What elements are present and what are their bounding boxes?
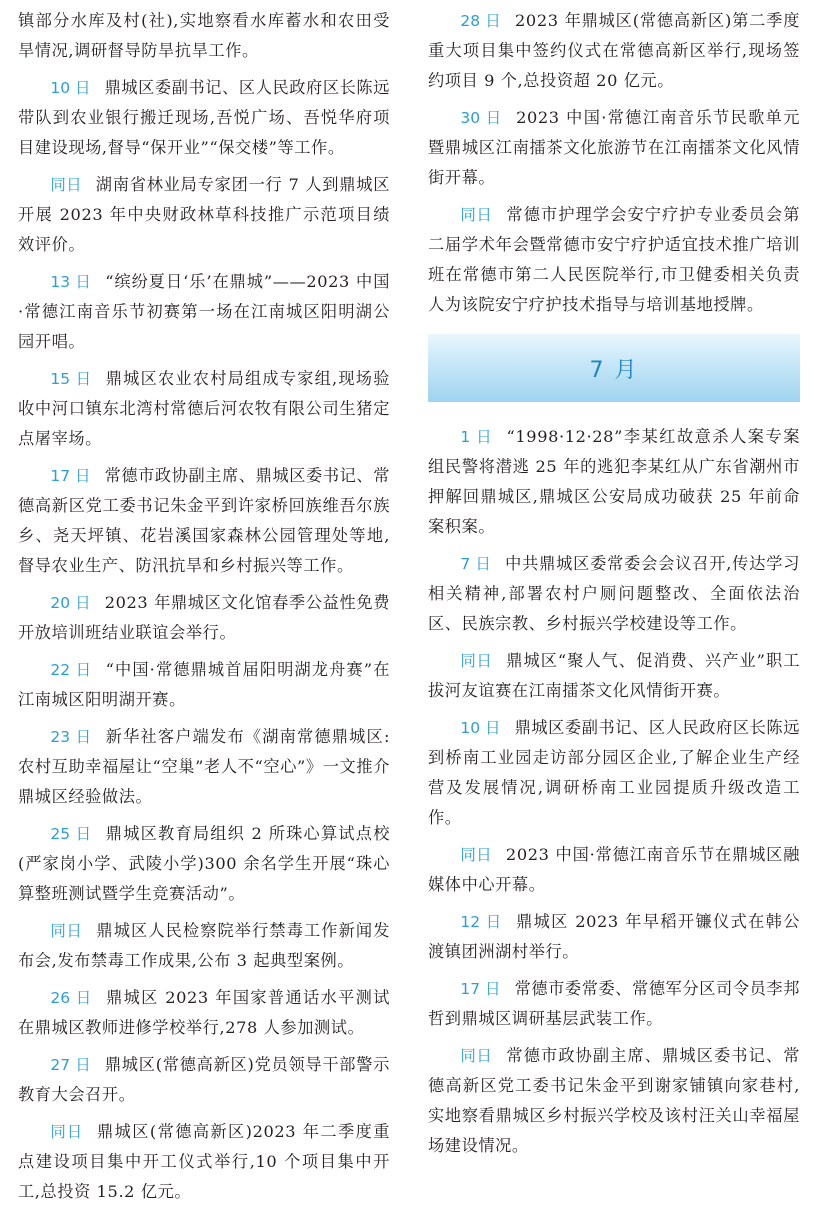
chronicle-entry <box>18 461 390 581</box>
entry-text: 镇部分水库及村(社),实地察看水库蓄水和农田受旱情况,调研督导防旱抗旱工作。 <box>18 11 390 60</box>
entry-date: 17 日 <box>460 980 501 998</box>
chronicle-entry <box>18 819 390 909</box>
entry-text: 2023 年鼎城区文化馆春季公益性免费开放培训班结业联谊会举行。 <box>18 593 390 642</box>
entry-date: 同日 <box>50 176 82 194</box>
entry-text: 新华社客户端发布《湖南常德鼎城区:农村互助幸福屋让“空巢”老人不“空心”》一文推介鼎城区经验做法。 <box>18 727 390 806</box>
chronicle-entry <box>428 200 800 320</box>
chronicle-entry <box>18 73 390 163</box>
entry-date: 28 日 <box>460 12 502 30</box>
june-entries-continued <box>428 6 800 320</box>
entry-date: 27 日 <box>50 1056 91 1074</box>
entry-text: 2023 中国·常德江南音乐节在鼎城区融媒体中心开幕。 <box>428 845 800 894</box>
entry-text: 2023 年鼎城区(常德高新区)第二季度重大项目集中签约仪式在常德高新区举行,现场签约项目 9 个,总投资超 20 亿元。 <box>428 11 800 90</box>
chronicle-entry <box>428 6 800 96</box>
entry-text: “缤纷夏日‘乐’在鼎城”——2023 中国·常德江南音乐节初赛第一场在江南城区阳明湖公园开唱。 <box>18 272 390 351</box>
entry-date: 同日 <box>460 846 492 864</box>
entry-text: 鼎城区 2023 年早稻开镰仪式在韩公渡镇团洲湖村举行。 <box>428 912 800 961</box>
chronicle-entry <box>18 364 390 454</box>
month-banner <box>428 334 800 402</box>
entry-text: 鼎城区 2023 年国家普通话水平测试在鼎城区教师进修学校举行,278 人参加测试。 <box>18 988 390 1037</box>
entry-text: “中国·常德鼎城首届阳明湖龙舟赛”在江南城区阳明湖开赛。 <box>18 660 390 709</box>
chronicle-entry <box>18 6 390 66</box>
chronicle-entry <box>18 267 390 357</box>
chronicle-entry <box>18 983 390 1043</box>
chronicle-entry <box>18 588 390 648</box>
entry-date: 同日 <box>460 652 493 670</box>
chronicle-entry <box>428 840 800 900</box>
entry-date: 同日 <box>460 206 493 224</box>
entry-date: 10 日 <box>50 79 91 97</box>
entry-text: 2023 中国·常德江南音乐节民歌单元暨鼎城区江南擂茶文化旅游节在江南擂茶文化风情街开幕。 <box>428 108 800 187</box>
left-column <box>18 6 390 1214</box>
entry-text: 鼎城区人民检察院举行禁毒工作新闻发布会,发布禁毒工作成果,公布 3 起典型案例。 <box>18 921 390 970</box>
entry-text: 常德市政协副主席、鼎城区委书记、常德高新区党工委书记朱金平到谢家铺镇向家巷村,实地察看鼎城区乡村振兴学校及该村汪关山幸福屋场建设情况。 <box>428 1046 800 1155</box>
entry-text: 湖南省林业局专家团一行 7 人到鼎城区开展 2023 年中央财政林草科技推广示范项目绩效评价。 <box>18 175 390 254</box>
chronicle-entry <box>428 549 800 639</box>
entry-date: 26 日 <box>50 989 93 1007</box>
chronicle-entry <box>18 170 390 260</box>
entry-date: 10 日 <box>460 719 501 737</box>
entry-date: 1 日 <box>460 428 493 446</box>
entry-text: “1998·12·28”李某红故意杀人案专案组民警将潜逃 25 年的逃犯李某红从广东省潮州市押解回鼎城区,鼎城区公安局成功破获 25 年前命案积案。 <box>428 427 800 536</box>
entry-date: 23 日 <box>50 728 92 746</box>
entry-text: 常德市委常委、常德军分区司令员李邦哲到鼎城区调研基层武装工作。 <box>428 979 801 1028</box>
entry-text: 鼎城区委副书记、区人民政府区长陈远带队到农业银行搬迁现场,吾悦广场、吾悦华府项目建设现场,督导“保开业”“保交楼”等工作。 <box>18 78 391 157</box>
chronicle-entry <box>18 1050 390 1110</box>
entry-date: 22 日 <box>50 661 92 679</box>
entry-date: 25 日 <box>50 825 92 843</box>
entry-date: 7 日 <box>460 555 492 573</box>
entry-date: 20 日 <box>50 594 91 612</box>
entry-text: 鼎城区农业农村局组成专家组,现场验收中河口镇东北湾村常德后河农牧有限公司生猪定点屠宰场。 <box>18 369 390 448</box>
chronicle-entry <box>428 907 800 967</box>
entry-date: 12 日 <box>460 913 503 931</box>
chronicle-entry <box>428 646 800 706</box>
chronicle-entry <box>18 722 390 812</box>
entry-date: 同日 <box>50 1123 84 1141</box>
chronicle-entry <box>428 103 800 193</box>
entry-text: 鼎城区(常德高新区)2023 年二季度重点建设项目集中开工仪式举行,10 个项目集中开工,总投资 15.2 亿元。 <box>18 1122 390 1201</box>
entry-text: 中共鼎城区委常委会会议召开,传达学习相关精神,部署农村户厕问题整改、全面依法治区、民族宗教、乡村振兴学校建设等工作。 <box>428 554 800 633</box>
entry-text: 鼎城区“聚人气、促消费、兴产业”职工拔河友谊赛在江南擂茶文化风情街开赛。 <box>428 651 800 700</box>
chronicle-entry <box>18 1117 390 1207</box>
right-column <box>428 6 800 1168</box>
entry-date: 13 日 <box>50 273 92 291</box>
entry-date: 30 日 <box>460 109 503 127</box>
entry-date: 17 日 <box>50 467 91 485</box>
entry-text: 鼎城区委副书记、区人民政府区长陈远到桥南工业园走访部分园区企业,了解企业生产经营及发展情况,调研桥南工业园提质升级改造工作。 <box>428 718 801 827</box>
chronicle-entry <box>428 713 800 833</box>
chronicle-entry <box>428 974 800 1034</box>
entry-date: 同日 <box>50 922 83 940</box>
chronicle-entry <box>18 916 390 976</box>
entry-text: 常德市护理学会安宁疗护专业委员会第二届学术年会暨常德市安宁疗护适宜技术推广培训班在常德市第二人民医院举行,市卫健委相关负责人为该院安宁疗护技术指导与培训基地授牌。 <box>428 205 800 314</box>
entry-date: 同日 <box>460 1047 493 1065</box>
chronicle-entry <box>428 1041 800 1161</box>
entry-text: 鼎城区教育局组织 2 所珠心算试点校(严家岗小学、武陵小学)300 余名学生开展“珠心算整班测试暨学生竞赛活动”。 <box>18 824 390 903</box>
chronicle-entry <box>428 422 800 542</box>
entry-text: 鼎城区(常德高新区)党员领导干部警示教育大会召开。 <box>18 1055 390 1104</box>
chronicle-entry <box>18 655 390 715</box>
entry-text: 常德市政协副主席、鼎城区委书记、常德高新区党工委书记朱金平到许家桥回族维吾尔族乡、尧天坪镇、花岩溪国家森林公园管理处等地,督导农业生产、防汛抗旱和乡村振兴等工作。 <box>18 466 391 575</box>
entry-date: 15 日 <box>50 370 92 388</box>
month-heading: 7 月 <box>589 357 639 383</box>
july-entries <box>428 422 800 1161</box>
